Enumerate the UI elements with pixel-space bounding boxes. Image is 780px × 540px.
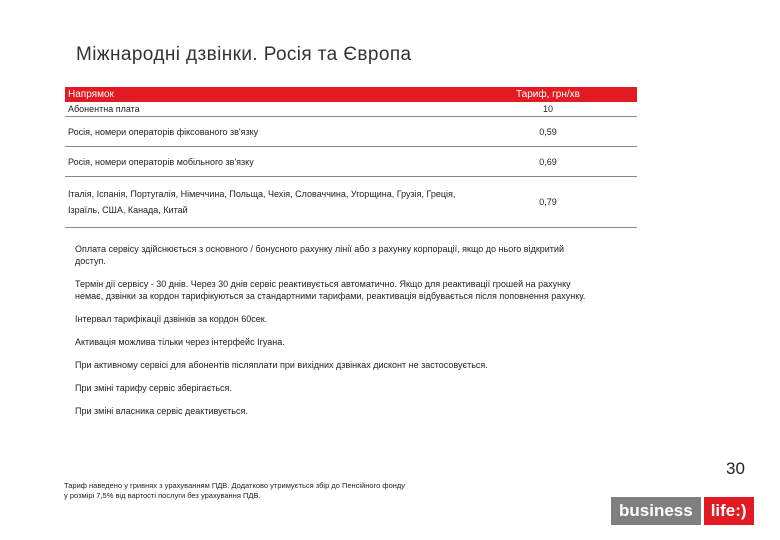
note-paragraph: Термін дії сервісу - 30 днів. Через 30 днів сервіс реактивується автоматично. Якщо для реактивації грошей на рахунку немає, дзвінки за кордон тарифікуються за стандартними тарифами, реактивація відбувається після поповнення рахунку.: [75, 279, 586, 301]
tariff-cell: 0,69: [459, 147, 637, 177]
tariff-table: [65, 87, 637, 228]
page-number: 30: [726, 459, 745, 478]
logo-life: life:): [704, 497, 754, 525]
page-title: Міжнародні дзвінки. Росія та Європа: [76, 44, 412, 65]
note-paragraph: Інтервал тарифікації дзвінків за кордон 60сек.: [75, 314, 268, 324]
table-row: [65, 177, 637, 228]
tariff-cell: 10: [459, 102, 637, 117]
note-paragraph: При активному сервісі для абонентів післяплати при вихідних дзвінках дисконт не застосовується.: [75, 360, 488, 370]
table-header-row: [65, 87, 637, 102]
brand-logo: [611, 497, 754, 525]
direction-cell: Росія, номери операторів мобільного зв'язку: [65, 147, 459, 177]
direction-cell: Абонентна плата: [65, 102, 459, 117]
direction-cell: Італія, Іспанія, Португалія, Німеччина, Польща, Чехія, Словаччина, Угорщина, Грузія, Греція, Ізраїль, США, Канада, Китай: [65, 177, 459, 228]
notes-list: [75, 243, 595, 428]
note-paragraph: При зміні тарифу сервіс зберігається.: [75, 383, 232, 393]
tariff-cell: 0,59: [459, 117, 637, 147]
direction-cell: Росія, номери операторів фіксованого зв'язку: [65, 117, 459, 147]
footnote: Тариф наведено у гривнях з урахуванням ПДВ. Додатково утримується збір до Пенсійного фонду у розмірі 7,5% від вартості послуги без урахування ПДВ.: [64, 481, 406, 500]
logo-business: business: [611, 497, 701, 525]
note-paragraph: Активація можлива тільки через інтерфейс Ігуана.: [75, 337, 285, 347]
table-row: [65, 147, 637, 177]
note-paragraph: При зміні власника сервіс деактивується.: [75, 406, 248, 416]
column-header-tariff: Тариф, грн/хв: [459, 87, 637, 102]
table-row: [65, 117, 637, 147]
table-row: [65, 102, 637, 117]
column-header-direction: Напрямок: [65, 87, 459, 102]
tariff-cell: 0,79: [459, 177, 637, 228]
note-paragraph: Оплата сервісу здійснюється з основного / бонусного рахунку лінії або з рахунку корпорації, якщо до нього відкритий доступ.: [75, 244, 564, 266]
